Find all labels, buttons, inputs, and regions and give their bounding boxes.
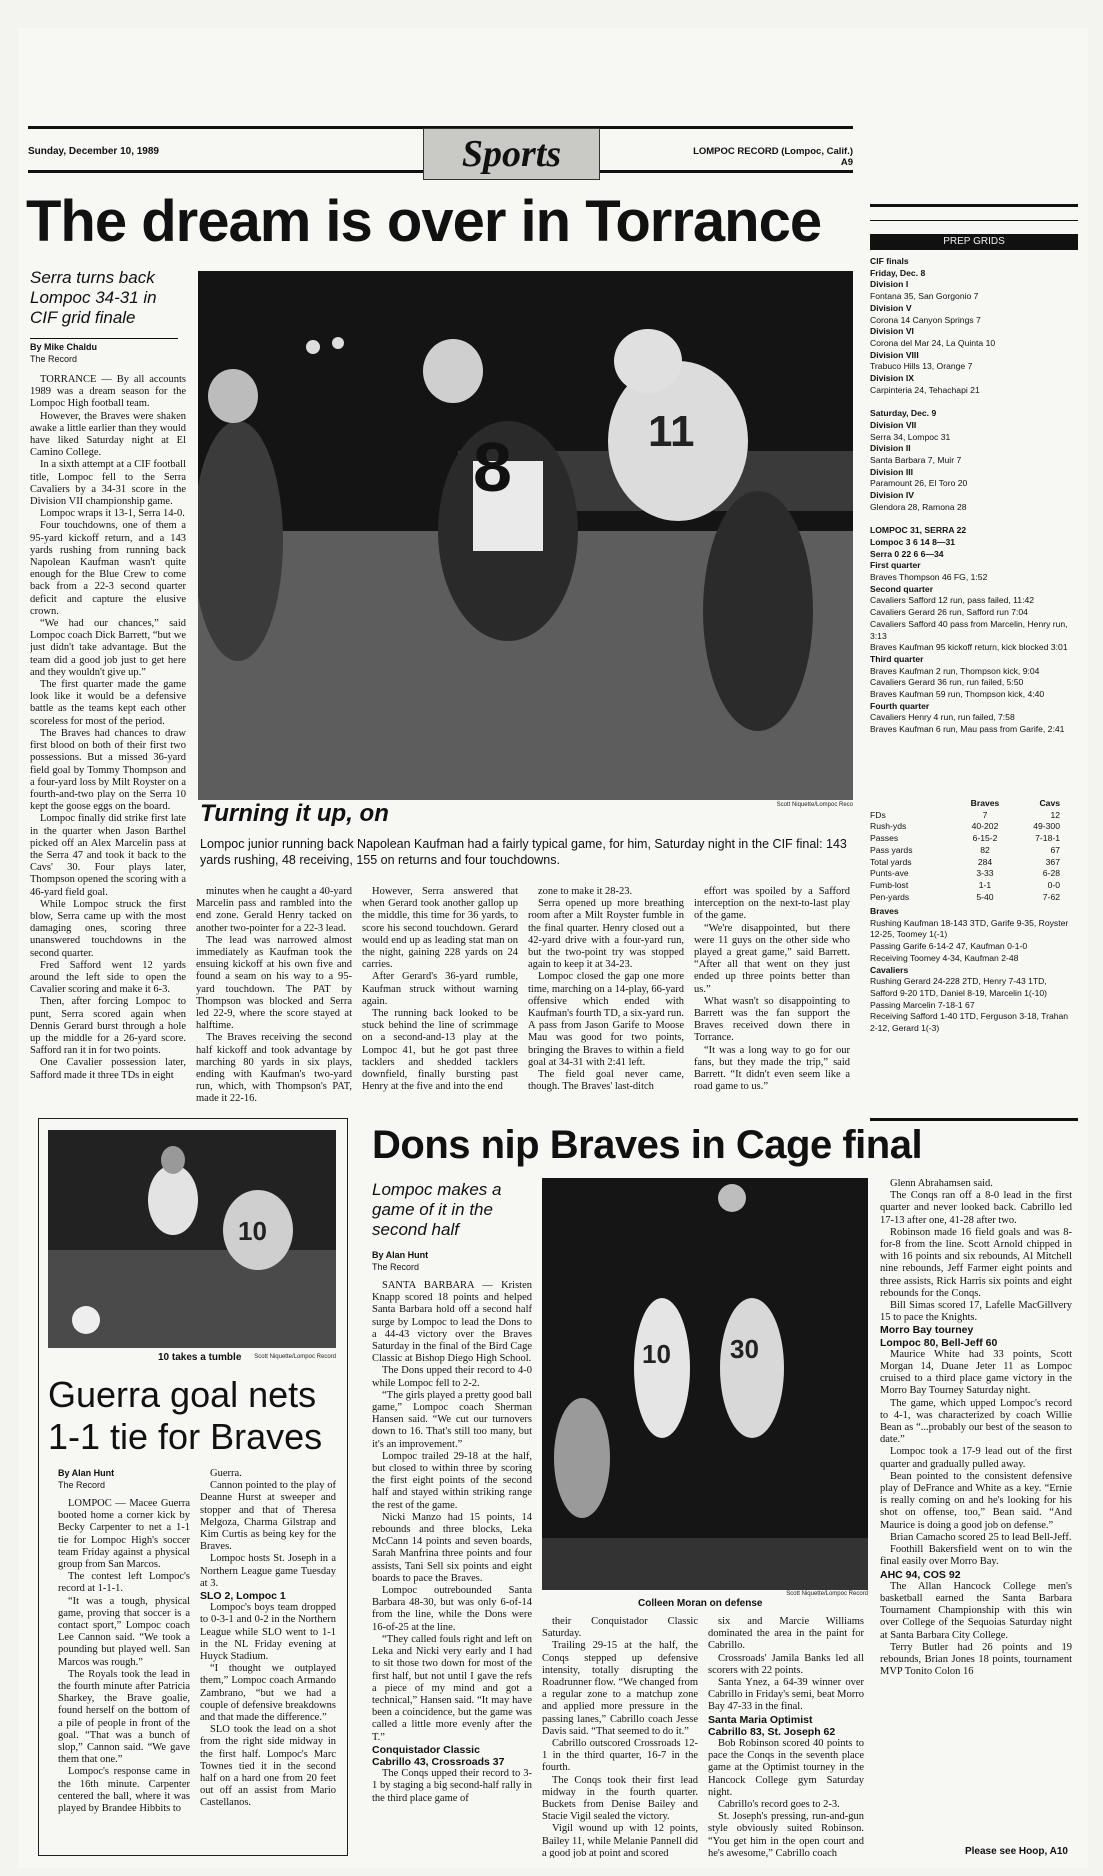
paragraph: The field goal never came, though. The Braves' last-ditch — [528, 1069, 684, 1093]
paragraph: Lompoc's boys team dropped to 0-3-1 and 0-2 in the Northern League while SLO went to 1-1 in the NL Friday evening at Huyck Stadium. — [200, 1602, 336, 1663]
paragraph: Bob Robinson scored 40 points to pace the Conqs in the seventh place game at the Optimist tourney in the Hancock College gym Saturday night. — [708, 1738, 864, 1798]
individual-stat-line: Cavaliers — [870, 964, 909, 975]
paragraph: “We had our chances,” said Lompoc coach Dick Barrett, “but we just didn't take advantage. But the team did a good job just to get here and they wouldn't give up.” — [30, 618, 186, 678]
stats-row — [870, 810, 1075, 822]
paragraph: Cabrillo's record goes to 2-3. — [718, 1799, 840, 1811]
prep-line: Fontana 35, San Gorgonio 7 — [870, 291, 979, 302]
main-deck: Serra turns back Lompoc 34-31 in CIF grid finale — [30, 268, 157, 327]
stats-cell: 284 — [977, 856, 993, 867]
paragraph: Four touchdowns, one of them a 95-yard kickoff return, and a 143 yards rushing from running back Napolean Kaufman wasn't quite enough for the Blue Crew to come back from a 22-3 second quarter deficit and capture the elusive crown. — [30, 520, 186, 617]
prep-line: Serra 0 22 6 6—34 — [870, 548, 944, 559]
paragraph: six and Marcie Williams dominated the area in the paint for Cabrillo. — [708, 1616, 864, 1652]
paragraph: Bean pointed to the consistent defensive play of DeFrance and White as a key. “Ernie is really coming on and he's looking for his shot on offense, too,” Bean said. “And Maurice is doing a good job on defense.” — [880, 1470, 1072, 1531]
paragraph: minutes when he caught a 40-yard Marcelin pass and rambled into the end zone. Gerald Henry tacked on another two-pointer for a 22-3 lead. — [196, 886, 352, 934]
basketball-photo-caption: Colleen Moran on defense — [638, 1598, 763, 1609]
stats-cell: FDs — [870, 809, 886, 820]
stats-row — [870, 845, 1075, 857]
prep-line: Lompoc 3 6 14 8—31 — [870, 536, 956, 547]
paragraph: Lompoc hosts St. Joseph in a Northern League game Tuesday at 3. — [200, 1553, 336, 1589]
prep-line: Division I — [870, 279, 909, 290]
prep-line: Friday, Dec. 8 — [870, 267, 926, 278]
stats-cell: 67 — [1050, 844, 1060, 855]
paragraph: Lompoc took a 17-9 lead out of the first quarter and gradually pulled away. — [880, 1446, 1072, 1470]
paragraph: TORRANCE — By all accounts 1989 was a dream season for the Lompoc High football team. — [30, 374, 186, 410]
prep-line: Braves Kaufman 95 kickoff return, kick blocked 3:01 — [870, 642, 1068, 653]
prep-line: Corona 14 Canyon Springs 7 — [870, 314, 981, 325]
paragraph: One Cavalier possession later, Safford made it three TDs in eight — [30, 1057, 186, 1081]
individual-stat-line: Rushing Gerard 24-228 2TD, Henry 7-43 1TD, Safford 9-20 1TD, Daniel 8-19, Marcelin 1(-10) — [870, 976, 1048, 998]
prep-grids-title: PREP GRIDS — [870, 234, 1078, 250]
paragraph: Nicki Manzo had 15 points, 14 rebounds and three blocks, Leka McCann 14 points and seven boards, Sarah Manfrina three points and four assists, Tani Sell six points and eight boards to pace the Braves. — [372, 1511, 532, 1584]
prep-line: Cavaliers Safford 12 run, pass failed, 11:42 — [870, 595, 1035, 606]
stats-row — [870, 892, 1075, 904]
prep-rule-2 — [870, 220, 1078, 221]
paragraph: “I thought we outplayed them,” Lompoc coach Armando Zambrano, “but we had a couple of defensive breakdowns and that made the difference.” — [200, 1663, 336, 1724]
individual-stat-line: Passing Garife 6-14-2 47, Kaufman 0-1-0 — [870, 941, 1028, 952]
paragraph: “It was a tough, physical game, proving that soccer is a contact sport,” Lompoc coach Lee Cannon said. “We took a pounding but played well. San Marcos was rough.” — [58, 1595, 190, 1668]
stats-cell: Rush-yds — [870, 821, 907, 832]
individual-stat-line: Receiving Safford 1-40 1TD, Ferguson 3-18, Trahan 2-12, Gerard 1(-3) — [870, 1011, 1069, 1034]
prep-rule-bottom — [870, 1118, 1078, 1121]
paragraph: The Conqs took their first lead midway in the fourth quarter. Buckets from Denise Bailey and Stacie Vigil sealed the victory. — [542, 1774, 698, 1823]
paragraph: Cannon pointed to the play of Deanne Hurst at sweeper and stopper and that of Theresa Melgoza, Charma Gilstrap and Kim Curtis as being key for the Braves. — [200, 1480, 336, 1553]
paragraph: The Dons upped their record to 4-0 while Lompoc fell to 2-2. — [372, 1365, 532, 1389]
paragraph: Conquistador Classic — [372, 1743, 480, 1756]
stats-cell: 49-300 — [1033, 821, 1060, 832]
basketball-photo — [542, 1178, 868, 1590]
paragraph: Guerra. — [210, 1468, 242, 1479]
paragraph: What wasn't so disappointing to Barrett was the fan support the Braves received down there in Torrance. — [694, 995, 850, 1044]
main-story-col-1 — [30, 374, 186, 1124]
paragraph: The Conqs upped their record to 3-1 by staging a big second-half rally in the third place game of — [372, 1768, 532, 1804]
photo-caption: Lompoc junior running back Napolean Kaufman had a fairly typical game, for him, Saturday night in the CIF final: 143 yards rushing, 48 receiving, 155 on returns and four touchdowns. — [200, 837, 847, 867]
basketball-photo-credit: Scott Niquette/Lompoc Record — [786, 1591, 868, 1597]
prep-line: Division VII — [870, 419, 917, 430]
prep-line: Braves Thompson 46 FG, 1:52 — [870, 571, 988, 582]
stats-cell: Passes — [870, 833, 899, 844]
main-story-col-4 — [528, 886, 684, 1126]
paragraph: “We're disappointed, but there were 11 guys on the other side who played a great game,” said Barrett. “After all that went on they just ended up three points better than us.” — [694, 922, 850, 995]
paragraph: Then, after forcing Lompoc to punt, Serra scored again when Dennis Gerard burst through a hole up the middle for a 26-yard score. Safford ran it in for two points. — [30, 996, 186, 1057]
paragraph: After Gerard's 36-yard rumble, Kaufman struck without warning again. — [362, 971, 518, 1007]
stats-cell: 12 — [1050, 809, 1060, 820]
paragraph: The lead was narrowed almost immediately as Kaufman took the ensuing kickoff at his own five and found a seam on his way to a 95-yard touchdown. The PAT by Thompson was blocked and Serra led 22-9, where the score stayed at halftime. — [196, 934, 352, 1032]
paragraph: The contest left Lompoc's record at 1-1-1. — [58, 1571, 190, 1595]
prep-line: Division II — [870, 443, 911, 454]
prep-line: Fourth quarter — [870, 700, 930, 711]
paragraph: Brian Camacho scored 25 to lead Bell-Jeff. — [890, 1531, 1072, 1543]
stats-cell: 6-28 — [1042, 868, 1060, 879]
stats-cell: 0-0 — [1047, 879, 1060, 890]
paragraph: However, the Braves were shaken awake a little earlier than they would have liked Saturday night at El Camino College. — [30, 410, 186, 459]
paragraph: Lompoc outrebounded Santa Barbara 48-30, but was only 6-of-14 from the line, while the Dons were 16-of-25 at the line. — [372, 1585, 532, 1633]
paragraph: Cabrillo 43, Crossroads 37 — [372, 1755, 505, 1768]
prep-line: Santa Barbara 7, Muir 7 — [870, 454, 962, 465]
prep-line: Cavaliers Henry 4 run, run failed, 7:58 — [870, 712, 1015, 723]
prep-line: Cavaliers Gerard 36 run, run failed, 5:50 — [870, 677, 1024, 688]
paragraph: zone to make it 28-23. — [538, 886, 633, 897]
hoops-byline-org: The Record — [372, 1262, 420, 1272]
stats-cell: Cavs — [1039, 798, 1060, 808]
prep-line: Division VIII — [870, 349, 919, 360]
paragraph: Bill Simas scored 17, Lafelle MacGillvery 15 to pace the Knights. — [880, 1300, 1072, 1324]
stats-cell: Fumb-lost — [870, 879, 909, 890]
stats-cell: 7-18-1 — [1035, 833, 1060, 844]
hoops-deck: Lompoc makes a game of it in the second half — [372, 1180, 502, 1239]
svg-text:11: 11 — [648, 407, 695, 456]
soccer-photo-caption: 10 takes a tumble — [158, 1352, 242, 1363]
paragraph: Serra opened up more breathing room after a Milt Royster fumble in the final quarter. Henry closed out a 42-yard drive with a four-yard run, but the two-point try was stopped again to keep it at 34-23. — [528, 898, 684, 971]
paragraph: Lompoc trailed 29-18 at the half, but closed to within three by scoring the first eight points of the second half and stayed within striking range the rest of the game. — [372, 1450, 532, 1511]
hoops-story-col-2 — [542, 1616, 698, 1858]
main-story-col-3 — [362, 886, 518, 1126]
paragraph: The Conqs ran off a 8-0 lead in the first quarter and never looked back. Cabrillo led 17-13 after one, 41-28 after two. — [880, 1190, 1072, 1226]
paragraph: “They called fouls right and left on Leka and Nicki very early and I had to sit those two down for most of the first half, but not until I gave the refs a piece of my mind and got a technical,” Hansen said. “It may have been a coincidence, but the game was called a little more evenly after the T.” — [372, 1633, 532, 1743]
football-photo — [198, 271, 853, 800]
stats-cell: Pass yards — [870, 844, 913, 855]
section-flag: Sports — [423, 128, 600, 180]
prep-line: Paramount 26, El Toro 20 — [870, 478, 968, 489]
prep-line: Trabuco Hills 13, Orange 7 — [870, 361, 973, 372]
stats-cell — [870, 798, 950, 810]
paragraph: effort was spoiled by a Safford interception on the next-to-last play of the game. — [694, 886, 850, 922]
deck-rule — [30, 338, 178, 339]
paragraph: In a sixth attempt at a CIF football title, Lompoc fell to the Serra Cavaliers by a 34-31 score in the Division VII championship game. — [30, 459, 186, 508]
svg-text:8: 8 — [473, 428, 512, 506]
soccer-story-col-2 — [200, 1468, 336, 1848]
prep-rule-1 — [870, 204, 1078, 207]
prep-line: Second quarter — [870, 583, 934, 594]
paragraph: However, Serra answered that when Gerard took another gallop up the middle, this time for 36 yards, to score his second touchdown. Gerard would end up as leading stat man on the night, gaining 228 yards on 24 carries. — [362, 886, 518, 971]
photo-title: Turning it up, on — [200, 800, 389, 827]
prep-line — [870, 396, 1075, 408]
paragraph: SANTA BARBARA — Kristen Knapp scored 18 points and helped Santa Barbara hold off a second half surge by Lompoc to lead the Dons to a 44-43 victory over the Braves Saturday in the final of the Bird Cage Classic at Bishop Diego High School. — [372, 1280, 532, 1365]
individual-stat-line: Passing Marcelin 7-18-1 67 — [870, 999, 975, 1010]
paragraph: SLO took the lead on a shot from the right side midway in the first half. Lompoc's Marc Townes tied it in the second half on a hard one from 20 feet out off an assist from Mario Castellanos. — [200, 1724, 336, 1809]
stats-cell: 5-40 — [976, 891, 994, 902]
paragraph: Robinson made 16 field goals and was 8-for-8 from the line. Scott Arnold chipped in with 16 points and six rebounds, Al Mitchell nine rebounds, Jeff Farmer eight points and three assists, Rick Harris six points and eight rebounds for the Conqs. — [880, 1226, 1072, 1299]
individual-stat-line: Receiving Toomey 4-34, Kaufman 2-48 — [870, 952, 1019, 963]
hoops-headline: Dons nip Braves in Cage final — [372, 1123, 923, 1167]
individual-stat-line: Braves — [870, 906, 899, 916]
stats-cell: 1-1 — [978, 879, 992, 890]
prep-line: Serra 34, Lompoc 31 — [870, 431, 951, 442]
prep-line — [870, 513, 1075, 525]
paragraph: Lompoc closed the gap one more time, marching on a 14-play, 66-yard offensive which ended with Kaufman's fourth TD, a six-yard run. A pass from Jason Garife to Moose Mau was good for two points, bringing the Braves to within a field goal at 34-31 with 2:41 left. — [528, 971, 684, 1068]
stats-cell: 6-15-2 — [972, 833, 998, 844]
paragraph: “It was a long way to go for our fans, but they made the trip,” said Barrett. “It didn't even seem like a road game to us.” — [694, 1044, 850, 1093]
stats-cell: 367 — [1045, 856, 1060, 867]
prep-line: Braves Kaufman 6 run, Mau pass from Garife, 2:41 — [870, 724, 1065, 735]
paragraph: The game, which upped Lompoc's record to 4-1, was characterized by coach Willie Bean as “...probably our best of the season to date.” — [880, 1397, 1072, 1446]
prep-line: Division VI — [870, 326, 914, 337]
prep-line: CIF finals — [870, 256, 909, 266]
paragraph: Morro Bay tourney — [880, 1324, 974, 1337]
prep-grids-lines — [870, 256, 1075, 804]
prep-line: Cavaliers Safford 40 pass from Marcelin, Henry run, 3:13 — [870, 618, 1068, 641]
paragraph: Lompoc wraps it 13-1, Serra 14-0. — [40, 508, 185, 520]
paragraph: SLO 2, Lompoc 1 — [200, 1590, 286, 1603]
stats-row — [870, 880, 1075, 892]
main-headline: The dream is over in Torrance — [26, 189, 822, 254]
stats-cell: Punts-ave — [870, 868, 909, 879]
stats-cell: 7-62 — [1042, 891, 1060, 902]
paragraph: While Lompoc struck the first blow, Serra came up with the most damaging ones, scoring three unanswered touchdowns in the second quarter. — [30, 898, 186, 959]
prep-line: Saturday, Dec. 9 — [870, 408, 937, 419]
stats-row — [870, 821, 1075, 833]
paragraph: Santa Ynez, a 64-39 winner over Cabrillo in Friday's semi, beat Morro Bay 47-33 in the final. — [708, 1677, 864, 1713]
stats-cell: Pen-yards — [870, 891, 910, 902]
paragraph: The running back looked to be stuck behind the line of scrimmage on a second-and-13 play at the Lompoc 41, but he got past three tacklers and shedded tacklers downfield, finally bursting past Henry at the five and into the end — [362, 1008, 518, 1093]
individual-stat-line: Rushing Kaufman 18-143 3TD, Garife 9-35, Royster 12-25, Toomey 1(-1) — [870, 917, 1069, 940]
paragraph: Terry Butler had 26 points and 19 rebounds, Brian Jones 18 points, tournament MVP Tonito Colon 16 — [880, 1641, 1072, 1678]
prep-line: LOMPOC 31, SERRA 22 — [870, 525, 967, 536]
paragraph: Cabrillo outscored Crossroads 12-1 in the third quarter, 16-7 in the fourth. — [542, 1738, 698, 1774]
prep-line: Glendora 28, Ramona 28 — [870, 501, 967, 512]
prep-line: Braves Kaufman 2 run, Thompson kick, 9:04 — [870, 665, 1040, 676]
paragraph: Lompoc finally did strike first late in the quarter when Jason Barthel picked off an Alex Marcelin pass at the Serra 47 and took it back to the Cavs' 30. Four plays later, Thompson opened the scoring with a 46-yard field goal. — [30, 813, 186, 898]
stats-row — [870, 798, 1075, 810]
paragraph: Maurice White had 33 points, Scott Morgan 14, Duane Jeter 11 as Lompoc cruised to a third place game victory in the Morro Bay Tourney Saturday night. — [880, 1348, 1072, 1397]
paragraph: LOMPOC — Macee Guerra booted home a corner kick by Becky Carpenter to net a 1-1 tie for Lompoc High's soccer team Friday against a physical group from San Marcos. — [58, 1498, 190, 1571]
paragraph: Santa Maria Optimist — [708, 1713, 813, 1726]
main-story-col-2 — [196, 886, 352, 1126]
main-byline-org: The Record — [30, 354, 78, 364]
prep-line: First quarter — [870, 560, 921, 571]
paragraph: Fred Safford went 12 yards around the left side to open the Cavalier scoring and make it 6-3. — [30, 959, 186, 996]
svg-text:30: 30 — [730, 1334, 759, 1364]
prep-line: Cavaliers Gerard 26 run, Safford run 7:04 — [870, 607, 1028, 618]
prep-grids-individual — [870, 906, 1075, 1116]
stats-cell: 40-202 — [971, 821, 999, 832]
prep-line: Braves Kaufman 59 run, Thompson kick, 4:40 — [870, 689, 1045, 700]
paragraph: Trailing 29-15 at the half, the Conqs stepped up defensive intensity, totally disrupting the Roadrunner flow. “We changed from a regular zone to a matchup zone and applied more pressure in the passing lanes,” Cabrillo coach Jesse Davis said. “That seemed to do it.” — [542, 1640, 698, 1737]
masthead-date: Sunday, December 10, 1989 — [28, 146, 159, 157]
newspaper-page — [18, 28, 1088, 1868]
prep-line: Division IX — [870, 373, 914, 384]
hoops-story-col-4 — [880, 1178, 1072, 1846]
paragraph: The Braves had chances to draw first blood on both of their first two possessions. But a missed 36-yard field goal by Tommy Thompson and a four-yard loss by Milt Royster on a fourth-and-two play on the Serra 10 kept the goose eggs on the board. — [30, 727, 186, 813]
prep-line: Carpinteria 24, Tehachapi 21 — [870, 384, 980, 395]
hoops-story-col-3 — [708, 1616, 864, 1858]
stats-cell: 82 — [980, 844, 990, 855]
stats-row — [870, 857, 1075, 869]
stats-cell: 3-33 — [976, 868, 994, 879]
paragraph: Glenn Abrahamsen said. — [890, 1178, 993, 1189]
paragraph: Foothill Bakersfield went on to win the final easily over Morro Bay. — [880, 1544, 1072, 1568]
paragraph: The Allan Hancock College men's basketball earned the Santa Barbara Tournament Championship with this win over College of the Sequoias Saturday night at Santa Barbara City College. — [880, 1580, 1072, 1641]
stats-row — [870, 868, 1075, 880]
main-story-col-5 — [694, 886, 850, 1126]
stats-cell: Braves — [970, 798, 1000, 808]
prep-line: Division IV — [870, 490, 914, 501]
hoops-byline: By Alan Hunt — [372, 1250, 429, 1260]
paragraph: Cabrillo 83, St. Joseph 62 — [708, 1725, 836, 1738]
paragraph: Vigil wound up with 12 points, Bailey 11, while Melanie Pannell did a good job at point and scored — [542, 1823, 698, 1858]
paragraph: Lompoc 80, Bell-Jeff 60 — [880, 1336, 998, 1349]
soccer-headline: Guerra goal nets 1-1 tie for Braves — [48, 1374, 323, 1457]
prep-line: Third quarter — [870, 653, 924, 664]
paragraph: Lompoc's response came in the 16th minute. Carpenter centered the ball, where it was played by Brandee Hibbits to — [58, 1766, 190, 1815]
paragraph: AHC 94, COS 92 — [880, 1568, 961, 1581]
soccer-byline-org: The Record — [58, 1480, 106, 1490]
hoops-story-col-1 — [372, 1280, 532, 1858]
paragraph: The first quarter made the game look like it would be a defensive battle as the teams kept each other scoreless for most of the period. — [30, 679, 186, 727]
prep-line: Division V — [870, 302, 912, 313]
stats-row — [870, 833, 1075, 845]
stats-cell: Total yards — [870, 856, 912, 867]
paragraph: The Braves receiving the second half kickoff and took advantage by marching 80 yards in six plays, ending with Kaufman's two-yard run, which, with Thompson's PAT, made it 22-16. — [196, 1032, 352, 1105]
prep-line: Division III — [870, 466, 913, 477]
soccer-photo — [48, 1130, 336, 1348]
main-photo-credit: Scott Niquette/Lompoc Reco — [776, 802, 853, 808]
soccer-story-col-1 — [58, 1498, 190, 1848]
main-byline: By Mike Chaldu — [30, 342, 98, 352]
soccer-photo-credit: Scott Niquette/Lompoc Record — [254, 1354, 336, 1360]
stats-cell: 7 — [982, 809, 988, 820]
paragraph: St. Joseph's pressing, run-and-gun style obviously suited Robinson. “You get him in the open court and he's awesome,” Cabrillo coach — [708, 1811, 864, 1858]
svg-text:10: 10 — [642, 1339, 671, 1369]
hoops-jump-line[interactable]: Please see Hoop, A10 — [964, 1846, 1068, 1857]
soccer-byline: By Alan Hunt — [58, 1468, 115, 1478]
paragraph: “The girls played a pretty good ball game,” Lompoc coach Sherman Hansen said. “We cut our turnovers down to 16. That's still too many, but it's an improvement.” — [372, 1389, 532, 1450]
masthead-paper: LOMPOC RECORD (Lompoc, Calif.) A9 — [693, 146, 853, 168]
paragraph: Crossroads' Jamila Banks led all scorers with 22 points. — [708, 1652, 864, 1676]
prep-grids-stats — [870, 798, 1075, 908]
paragraph: The Royals took the lead in the fourth minute after Patricia Sharkey, the Brave goalie, found herself on the bottom of a pile of people in front of the goal. “That was a bunch of slop,” Cannon said. “We gave them that one.” — [58, 1668, 190, 1766]
prep-line: Corona del Mar 24, La Quinta 10 — [870, 337, 996, 348]
svg-text:10: 10 — [238, 1216, 267, 1246]
paragraph: their Conquistador Classic Saturday. — [542, 1616, 698, 1640]
